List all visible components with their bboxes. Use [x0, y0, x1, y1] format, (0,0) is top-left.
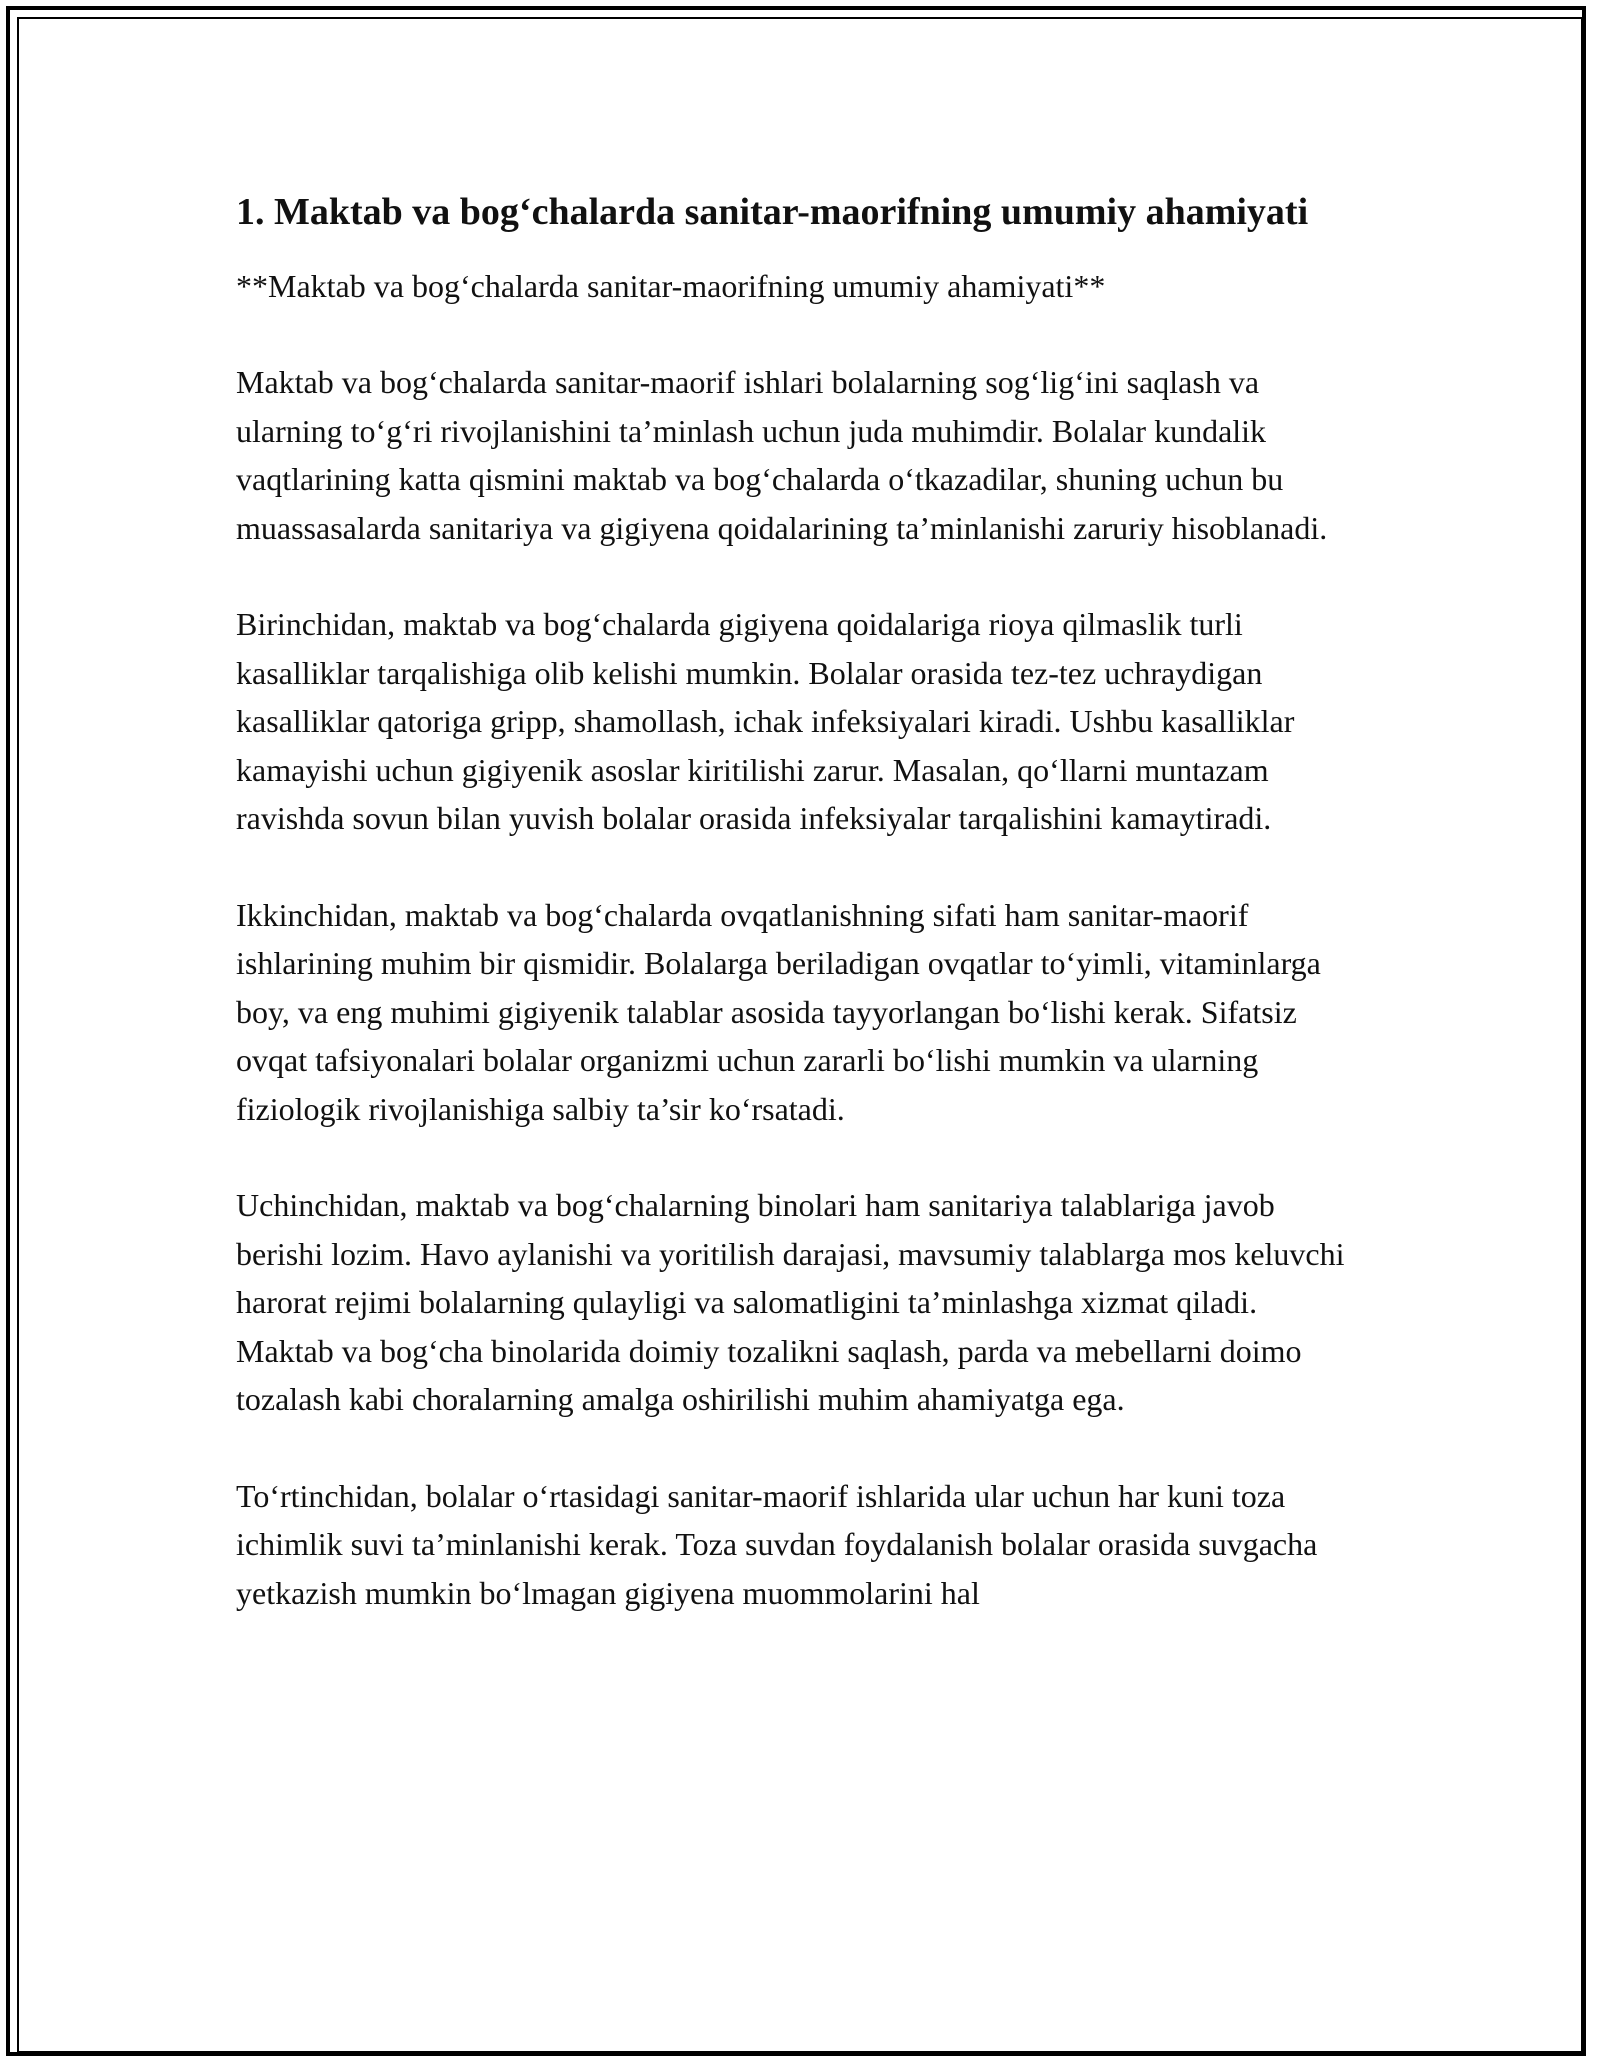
document-title: 1. Maktab va bog‘chalarda sanitar-maorifning umumiy ahamiyati: [236, 191, 1309, 233]
document-subtitle: **Maktab va bog‘chalarda sanitar-maorifning umumiy ahamiyati**: [236, 268, 1106, 304]
paragraph-first: Birinchidan, maktab va bog‘chalarda gigiyena qoidalariga rioya qilmaslik turli kasalliklar tarqalishiga olib kelishi mumkin. Bolalar orasida tez-tez uchraydigan kasalliklar qatoriga gripp, shamollash, ichak infeksiyalari kiradi. Ushbu kasalliklar kamayishi uchun gigiyenik asoslar kiritilishi zarur. Masalan, qo‘llarni muntazam ravishda sovun bilan yuvish bolalar orasida infeksiyalar tarqalishini kamaytiradi.: [236, 606, 1295, 836]
document-body: [236, 185, 1386, 1665]
paragraph-second: Ikkinchidan, maktab va bog‘chalarda ovqatlanishning sifati ham sanitar-maorif ishlarining muhim bir qismidir. Bolalarga beriladigan ovqatlar to‘yimli, vitaminlarga boy, va eng muhimi gigiyenik talablar asosida tayyorlangan bo‘lishi kerak. Sifatsiz ovqat tafsiyonalari bolalar organizmi uchun zararli bo‘lishi mumkin va ularning fiziologik rivojlanishiga salbiy ta’sir ko‘rsatadi.: [236, 896, 1321, 1127]
paragraph-fourth: To‘rtinchidan, bolalar o‘rtasidagi sanitar-maorif ishlarida ular uchun har kuni toza ichimlik suvi ta’minlanishi kerak. Toza suvdan foydalanish bolalar orasida suvgacha yetkazish mumkin bo‘lmagan gigiyena muommolarini hal: [236, 1477, 1318, 1611]
paragraph-intro: Maktab va bog‘chalarda sanitar-maorif ishlari bolalarning sog‘lig‘ini saqlash va ularning to‘g‘ri rivojlanishini ta’minlash uchun juda muhimdir. Bolalar kundalik vaqtlarining katta qismini maktab va bog‘chalarda o‘tkazadilar, shuning uchun bu muassasalarda sanitariya va gigiyena qoidalarining ta’minlanishi zaruriy hisoblanadi.: [236, 364, 1328, 546]
paragraph-third: Uchinchidan, maktab va bog‘chalarning binolari ham sanitariya talablariga javob berishi lozim. Havo aylanishi va yoritilish darajasi, mavsumiy talablarga mos keluvchi harorat rejimi bolalarning qulayligi va salomatligini ta’minlashga xizmat qiladi. Maktab va bog‘cha binolarida doimiy tozalikni saqlash, parda va mebellarni doimo tozalash kabi choralarning amalga oshirilishi muhim ahamiyatga ega.: [236, 1187, 1345, 1417]
